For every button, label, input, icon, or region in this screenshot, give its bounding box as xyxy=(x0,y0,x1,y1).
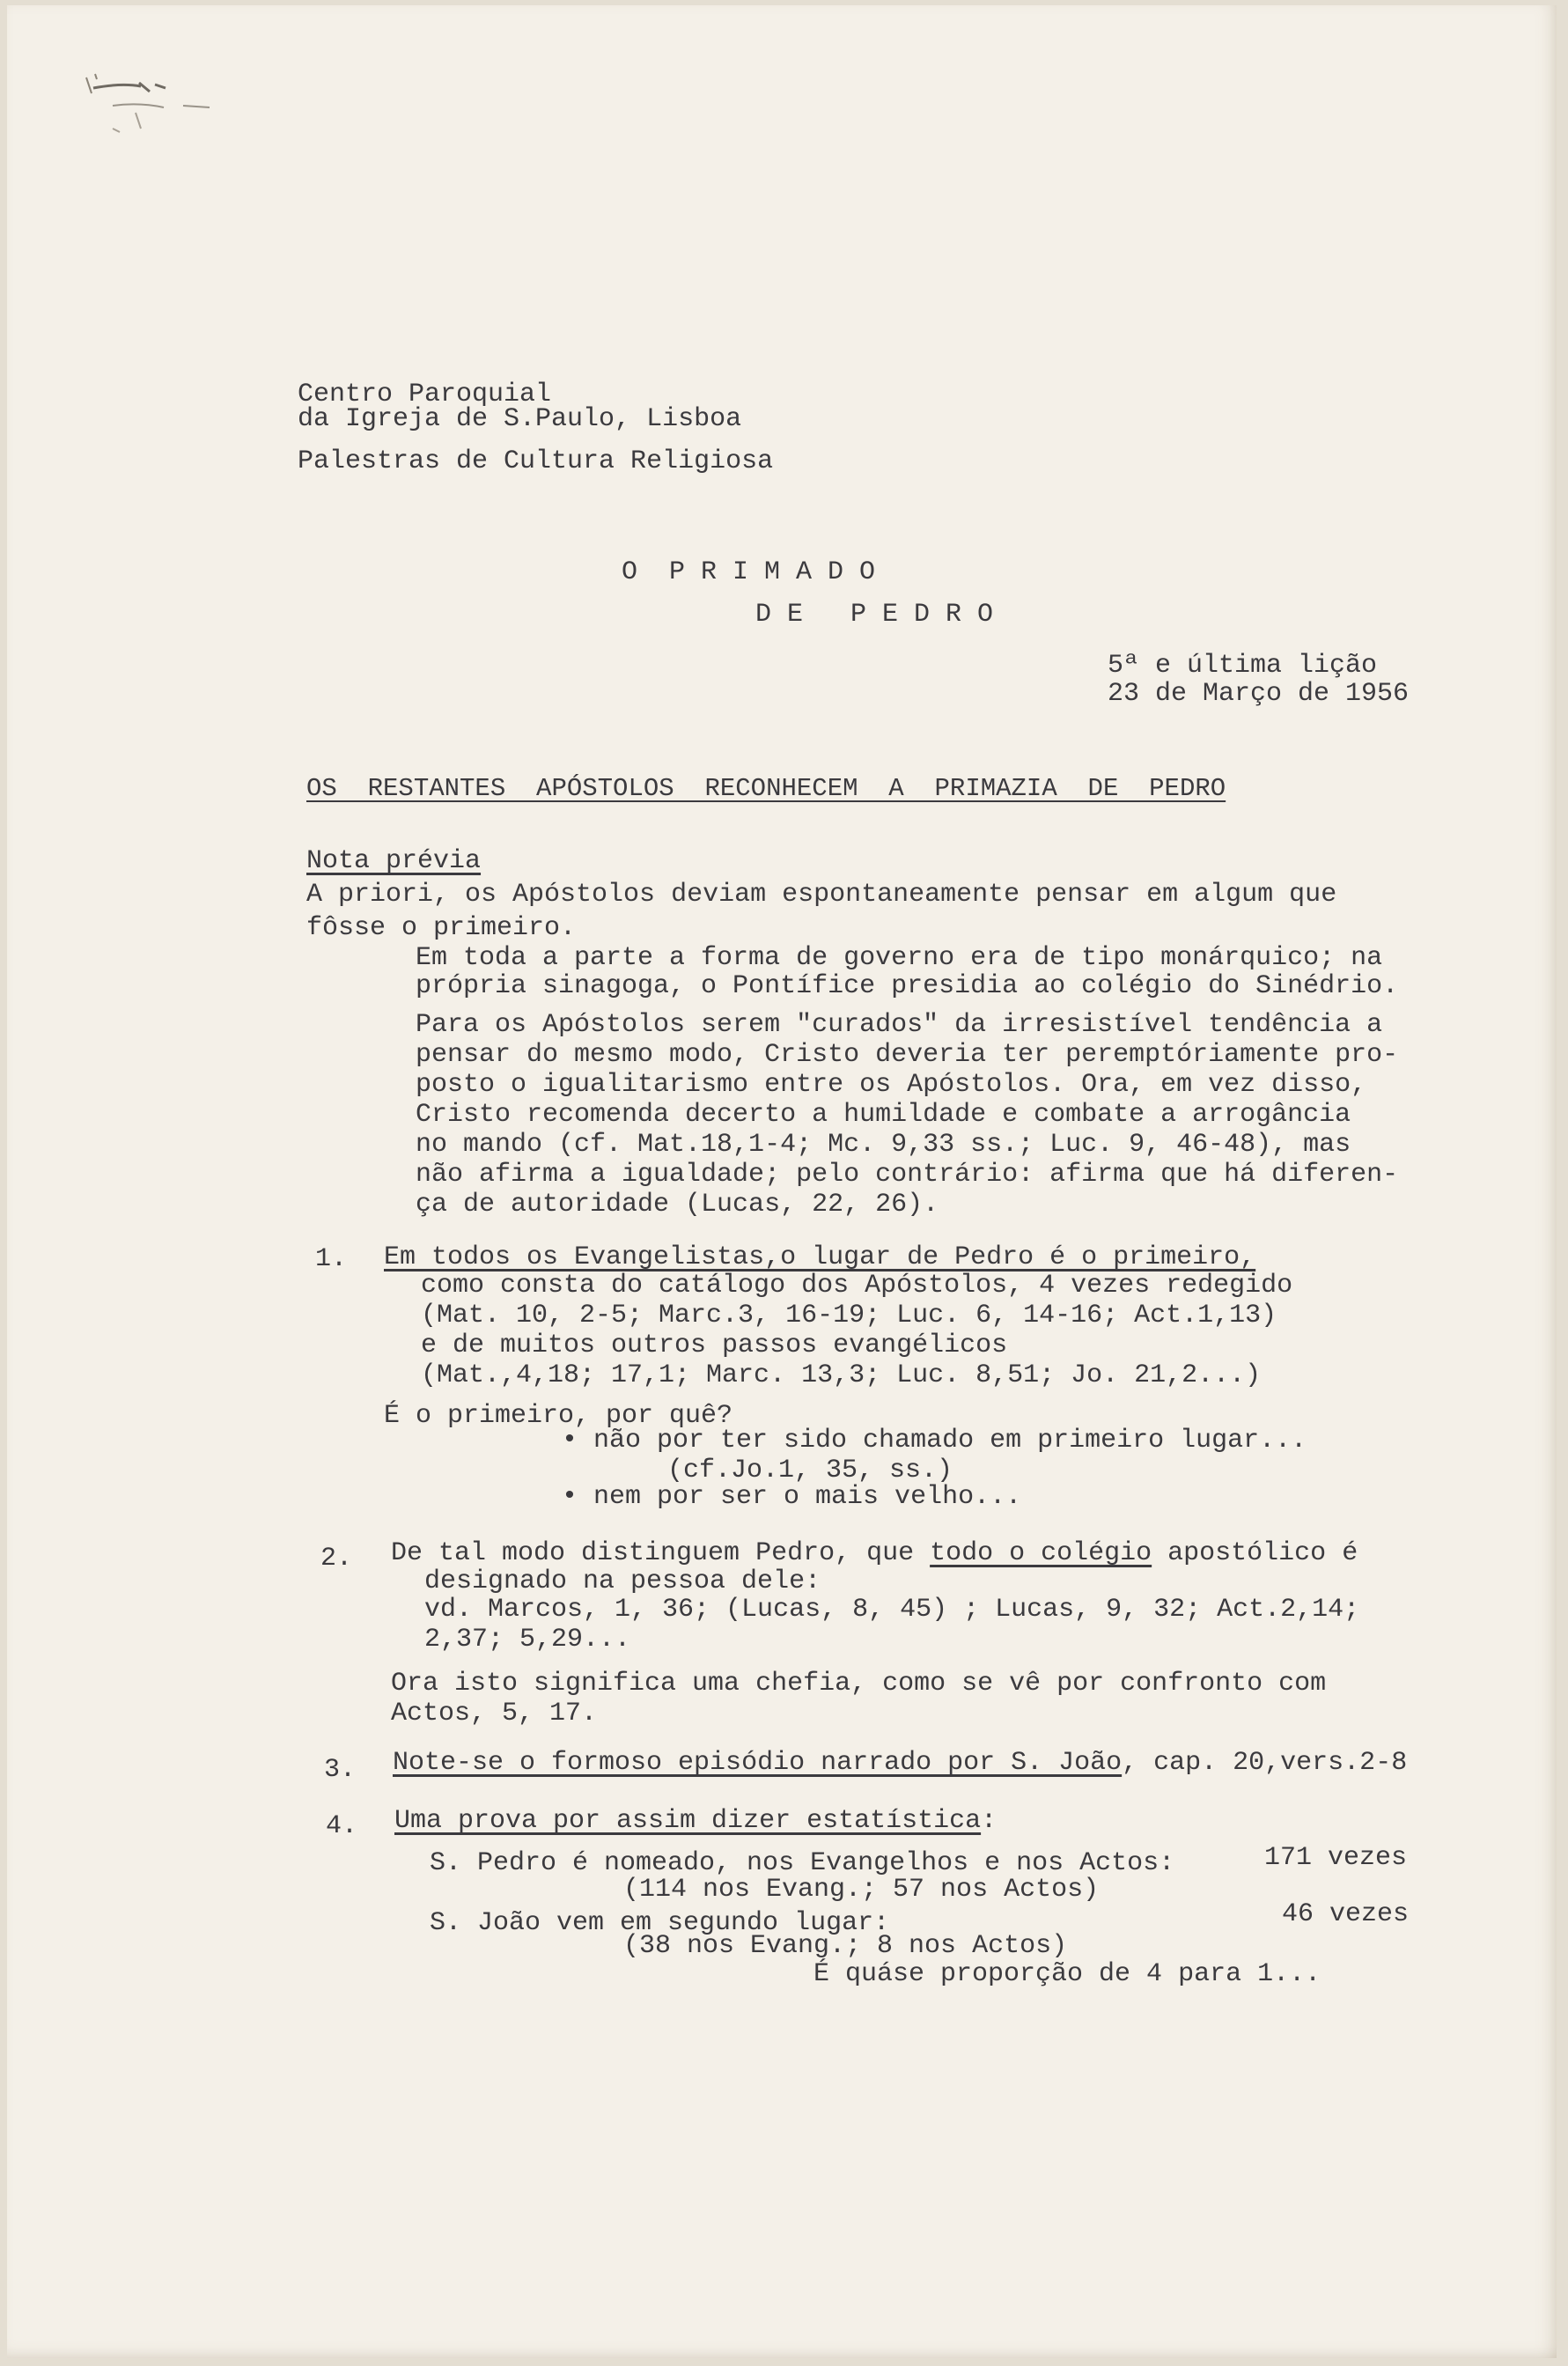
document-title-line-1: O P R I M A D O xyxy=(622,557,876,587)
nota-p3-line-7: ça de autoridade (Lucas, 22, 26). xyxy=(416,1190,939,1220)
item-1-number: 1. xyxy=(315,1244,348,1274)
lesson-date: 23 de Março de 1956 xyxy=(1108,679,1410,709)
item-1-line-3: e de muitos outros passos evangélicos xyxy=(421,1330,1008,1360)
item-1-bullet-1-ref: (cf.Jo.1, 35, ss.) xyxy=(667,1456,953,1485)
item-1-line-4: (Mat.,4,18; 17,1; Marc. 13,3; Luc. 8,51; Jo. 21,2...) xyxy=(421,1360,1262,1390)
stat-joao-value: 46 vezes xyxy=(1282,1899,1410,1929)
item-2-lead-tail: apostólico é xyxy=(1152,1538,1358,1568)
item-2-number: 2. xyxy=(320,1544,353,1574)
item-2-underlined: todo o colégio xyxy=(930,1538,1152,1568)
item-1-line-2: (Mat. 10, 2-5; Marc.3, 16-19; Luc. 6, 14-16; Act.1,13) xyxy=(421,1301,1277,1330)
nota-p3-line-5: no mando (cf. Mat.18,1-4; Mc. 9,33 ss.; Luc. 9, 46-48), mas xyxy=(416,1130,1351,1160)
nota-p1-line-1: A priori, os Apóstolos deviam espontaneamente pensar em algum que xyxy=(306,880,1337,910)
document-page xyxy=(7,5,1557,2358)
nota-p1-line-2: fôsse o primeiro. xyxy=(306,913,577,943)
item-1-lead: Em todos os Evangelistas,o lugar de Pedro é o primeiro, xyxy=(384,1242,1256,1272)
item-2-line-3: 2,37; 5,29... xyxy=(424,1625,631,1655)
item-4-underlined: Uma prova por assim dizer estatística xyxy=(394,1806,982,1836)
nota-heading: Nota prévia xyxy=(306,846,482,876)
nota-p3-line-3: posto o igualitarismo entre os Apóstolos. Ora, em vez disso, xyxy=(416,1070,1367,1100)
nota-p3-line-6: não afirma a igualdade; pelo contrário: afirma que há diferen- xyxy=(416,1160,1399,1190)
item-3-underlined: Note-se o formoso episódio narrado por S. João xyxy=(393,1748,1123,1778)
stat-joao-detail: (38 nos Evang.; 8 nos Actos) xyxy=(623,1931,1068,1961)
item-1-bullet-2: • nem por ser o mais velho... xyxy=(562,1482,1022,1512)
institution-line-1: Centro Paroquial xyxy=(298,380,552,409)
nota-p2-line-1: Em toda a parte a forma de governo era de tipo monárquico; na xyxy=(416,943,1383,973)
item-2-line-2: vd. Marcos, 1, 36; (Lucas, 8, 45) ; Lucas, 9, 32; Act.2,14; xyxy=(424,1595,1360,1625)
lesson-number: 5ª e última lição xyxy=(1108,651,1378,681)
stat-pedro-label: S. Pedro é nomeado, nos Evangelhos e nos Actos: xyxy=(430,1848,1175,1878)
ink-smudge-mark xyxy=(77,67,218,146)
lecture-series: Palestras de Cultura Religiosa xyxy=(298,446,774,476)
item-2-line-1: designado na pessoa dele: xyxy=(424,1566,821,1596)
item-2-lead xyxy=(391,1537,1358,1569)
item-2-extra-line-1: Ora isto significa uma chefia, como se vê por confronto com xyxy=(391,1669,1327,1699)
item-4-tail: : xyxy=(981,1806,997,1836)
stat-joao-label: S. João vem em segundo lugar: xyxy=(430,1908,890,1938)
section-heading: OS RESTANTES APÓSTOLOS RECONHECEM A PRIMAZIA DE PEDRO xyxy=(306,774,1226,803)
item-2-lead-text: De tal modo distinguem Pedro, que xyxy=(391,1538,931,1568)
item-3-number: 3. xyxy=(324,1755,357,1785)
nota-p3-line-4: Cristo recomenda decerto a humildade e combate a arrogância xyxy=(416,1100,1351,1130)
item-1-question: É o primeiro, por quê? xyxy=(384,1401,733,1431)
stat-pedro-detail: (114 nos Evang.; 57 nos Actos) xyxy=(623,1875,1100,1905)
nota-p2-line-2: própria sinagoga, o Pontífice presidia ao colégio do Sinédrio. xyxy=(416,971,1399,1001)
nota-p3-line-2: pensar do mesmo modo, Cristo deveria ter peremptóriamente pro- xyxy=(416,1040,1399,1070)
document-title-line-2: D E P E D R O xyxy=(755,600,994,630)
item-3-tail: , cap. 20,vers.2-8 xyxy=(1122,1748,1408,1778)
stat-conclusion: É quáse proporção de 4 para 1... xyxy=(813,1959,1321,1989)
item-4-number: 4. xyxy=(326,1811,358,1841)
stat-pedro-value: 171 vezes xyxy=(1264,1843,1408,1873)
item-2-extra-line-2: Actos, 5, 17. xyxy=(391,1699,598,1728)
item-3-text xyxy=(393,1747,1407,1779)
item-1-line-1: como consta do catálogo dos Apóstolos, 4 vezes redegido xyxy=(421,1271,1293,1301)
nota-p3-line-1: Para os Apóstolos serem "curados" da irresistível tendência a xyxy=(416,1010,1383,1040)
institution-line-2: da Igreja de S.Paulo, Lisboa xyxy=(298,404,742,434)
item-4-heading xyxy=(394,1805,997,1837)
item-1-bullet-1: • não por ter sido chamado em primeiro lugar... xyxy=(562,1426,1307,1456)
